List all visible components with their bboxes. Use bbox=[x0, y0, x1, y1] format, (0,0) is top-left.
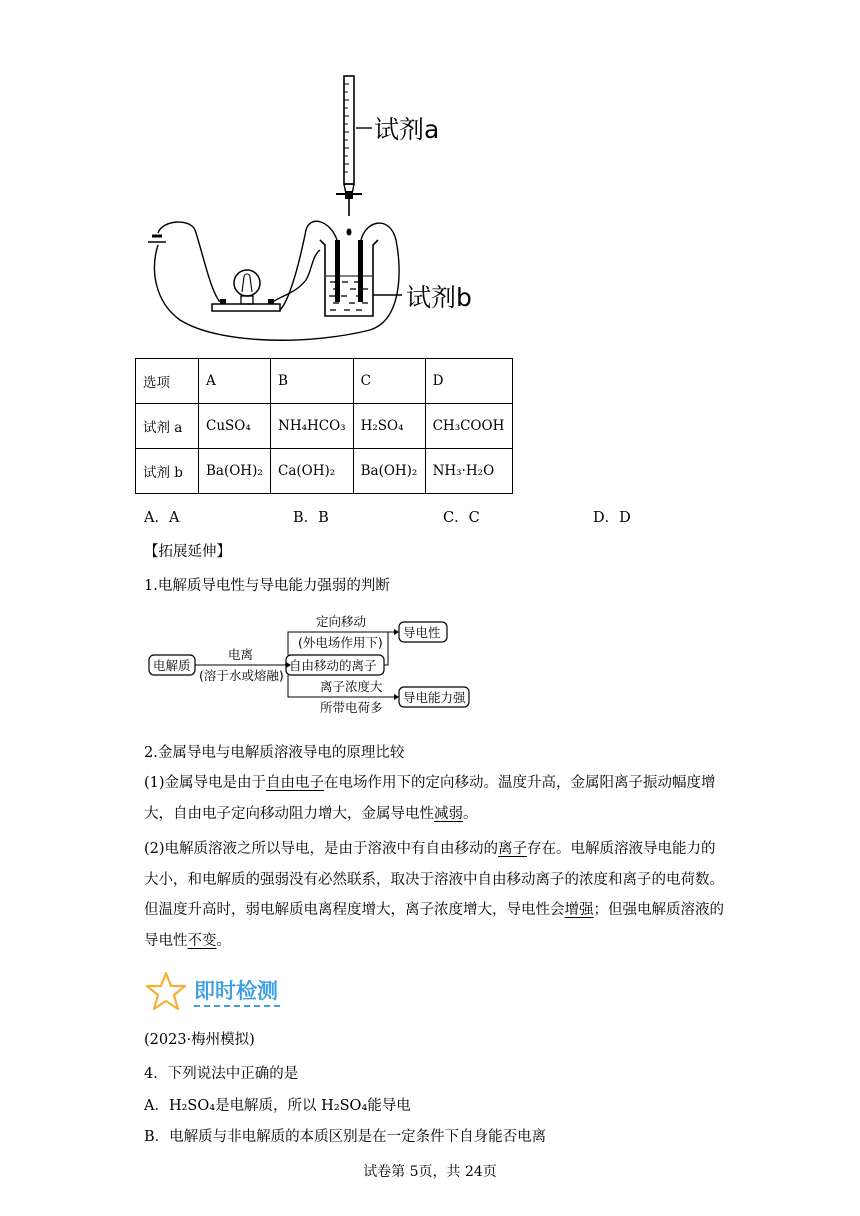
item2-title: 2.金属导电与电解质溶液导电的原理比较 bbox=[144, 745, 405, 761]
flow-step1-top: 电离 bbox=[228, 647, 254, 662]
table-cell: NH₃·H₂O bbox=[425, 449, 512, 494]
reagent-a-label: 试剂a bbox=[374, 115, 440, 144]
flow-lower-bottom: 所带电荷多 bbox=[320, 700, 383, 715]
paragraph-metal-conduction: (1)金属导电是由于自由电子在电场作用下的定向移动。温度升高，金属阳离子振动幅度增大，自由电子定向移动阻力增大，金属导电性减弱。 bbox=[144, 775, 716, 822]
table-row bbox=[136, 359, 513, 404]
page-footer: 试卷第 5页，共 24页 bbox=[363, 1164, 497, 1180]
table-row bbox=[136, 449, 513, 494]
choice-b[interactable]: B．B bbox=[293, 510, 329, 526]
reagent-b-label: 试剂b bbox=[406, 283, 472, 312]
flow-lower-top: 离子浓度大 bbox=[320, 679, 383, 694]
flow-upper-top: 定向移动 bbox=[316, 614, 367, 629]
question-source: (2023·梅州模拟) bbox=[144, 1032, 255, 1048]
table-cell: A bbox=[199, 359, 271, 404]
table-cell: B bbox=[271, 359, 354, 404]
paragraph-solution-conduction: (2)电解质溶液之所以导电，是由于溶液中有自由移动的离子存在。电解质溶液导电能力的大小，和电解质的强弱没有必然联系，取决于溶液中自由移动离子的浓度和离子的电荷数。但温度升高时，弱电解质电离程度增大，离子浓度增大，导电性会增强；但强电解质溶液的导电性不变。 bbox=[144, 841, 724, 949]
choice-a[interactable]: A．A bbox=[144, 510, 180, 526]
banner-underline bbox=[194, 1005, 280, 1007]
table-cell: Ba(OH)₂ bbox=[199, 449, 271, 494]
item1-title: 1.电解质导电性与导电能力强弱的判断 bbox=[144, 578, 390, 594]
flow-middle: 自由移动的离子 bbox=[289, 658, 377, 673]
table-cell: 试剂 b bbox=[136, 449, 199, 494]
table-cell: 试剂 a bbox=[136, 404, 199, 449]
choice-c[interactable]: C．C bbox=[443, 510, 480, 526]
flow-lower-result: 导电能力强 bbox=[403, 690, 466, 705]
option-a-text[interactable]: A．H₂SO₄是电解质，所以 H₂SO₄能导电 bbox=[144, 1098, 411, 1114]
table-cell: CuSO₄ bbox=[199, 404, 271, 449]
extension-heading: 【拓展延伸】 bbox=[144, 544, 231, 560]
section-banner-title: 即时检测 bbox=[194, 979, 278, 1003]
table-cell: Ba(OH)₂ bbox=[353, 449, 425, 494]
table-cell: Ca(OH)₂ bbox=[271, 449, 354, 494]
table-row bbox=[136, 404, 513, 449]
options-table bbox=[135, 358, 513, 494]
apparatus-figure bbox=[140, 70, 510, 350]
flow-upper-result: 导电性 bbox=[403, 625, 441, 640]
choice-d[interactable]: D．D bbox=[593, 510, 631, 526]
star-icon bbox=[145, 971, 187, 1011]
flow-upper-bottom: (外电场作用下) bbox=[298, 635, 383, 650]
table-cell: NH₄HCO₃ bbox=[271, 404, 354, 449]
flow-start: 电解质 bbox=[153, 658, 191, 673]
flow-step1-bottom: (溶于水或熔融) bbox=[199, 668, 284, 683]
option-b-text[interactable]: B．电解质与非电解质的本质区别是在一定条件下自身能否电离 bbox=[144, 1129, 547, 1145]
table-cell: D bbox=[425, 359, 512, 404]
conduction-flow-diagram bbox=[148, 610, 478, 720]
table-cell: C bbox=[353, 359, 425, 404]
question-stem: 4．下列说法中正确的是 bbox=[144, 1066, 299, 1082]
table-cell: H₂SO₄ bbox=[353, 404, 425, 449]
table-cell: CH₃COOH bbox=[425, 404, 512, 449]
table-cell: 选项 bbox=[136, 359, 199, 404]
